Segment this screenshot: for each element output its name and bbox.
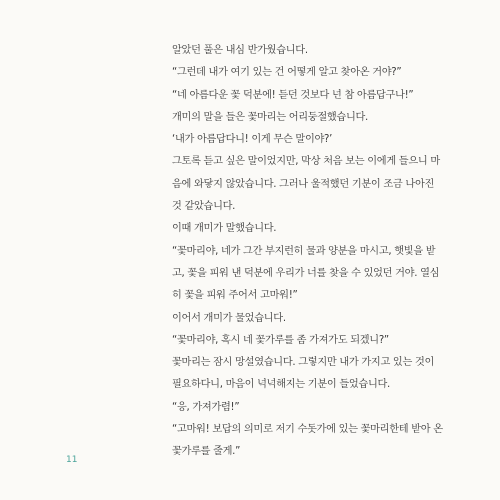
text-line: 필요하다니, 마음이 넉넉해지는 기분이 들었습니다. (172, 379, 390, 391)
page-number: 11 (66, 455, 78, 465)
text-line: 이어서 개미가 물었습니다. (172, 312, 286, 324)
text-line: 이때 개미가 말했습니다. (172, 223, 277, 235)
text-line: 음에 와닿지 않았습니다. 그러나 울적했던 기분이 조금 나아진 (172, 178, 435, 190)
text-line: “꽃마리야, 네가 그간 부지런히 물과 양분을 마시고, 햇빛을 받 (172, 245, 436, 257)
text-line: “꽃마리야, 혹시 네 꽃가루를 좀 가져가도 되겠니?” (172, 334, 389, 346)
text-line: “네 아름다운 꽃 덕분에! 듣던 것보다 넌 참 아름답구나!” (172, 89, 414, 101)
text-line: 꽃마리는 잠시 망설였습니다. 그렇지만 내가 가지고 있는 것이 (172, 357, 435, 369)
text-line: ‘내가 아름답다니! 이게 무슨 말이야?’ (172, 134, 333, 146)
text-line: 것 같았습니다. (172, 201, 236, 213)
text-line: 그토록 듣고 싶은 말이었지만, 막상 처음 보는 이에게 들으니 마 (172, 156, 440, 168)
text-line: 알았던 풀은 내심 반가웠습니다. (172, 45, 308, 56)
text-line: 히 꽃을 피워 주어서 고마워!” (172, 290, 298, 302)
text-line: “그런데 내가 여기 있는 건 어떻게 알고 찾아온 거야?” (172, 67, 402, 79)
text-line: “고마워! 보답의 의미로 저기 수돗가에 있는 꽃마리한테 받아 온 (172, 424, 443, 436)
text-line: “응, 가져가렴!” (172, 401, 240, 413)
text-line: 고, 꽃을 피워 낸 덕분에 우리가 너를 찾을 수 있었던 거야. 열심 (172, 267, 440, 279)
text-line: 개미의 말을 들은 꽃마리는 어리둥절했습니다. (172, 111, 368, 123)
body-text (172, 40, 472, 464)
text-line: 꽃가루를 줄게.” (172, 446, 241, 458)
